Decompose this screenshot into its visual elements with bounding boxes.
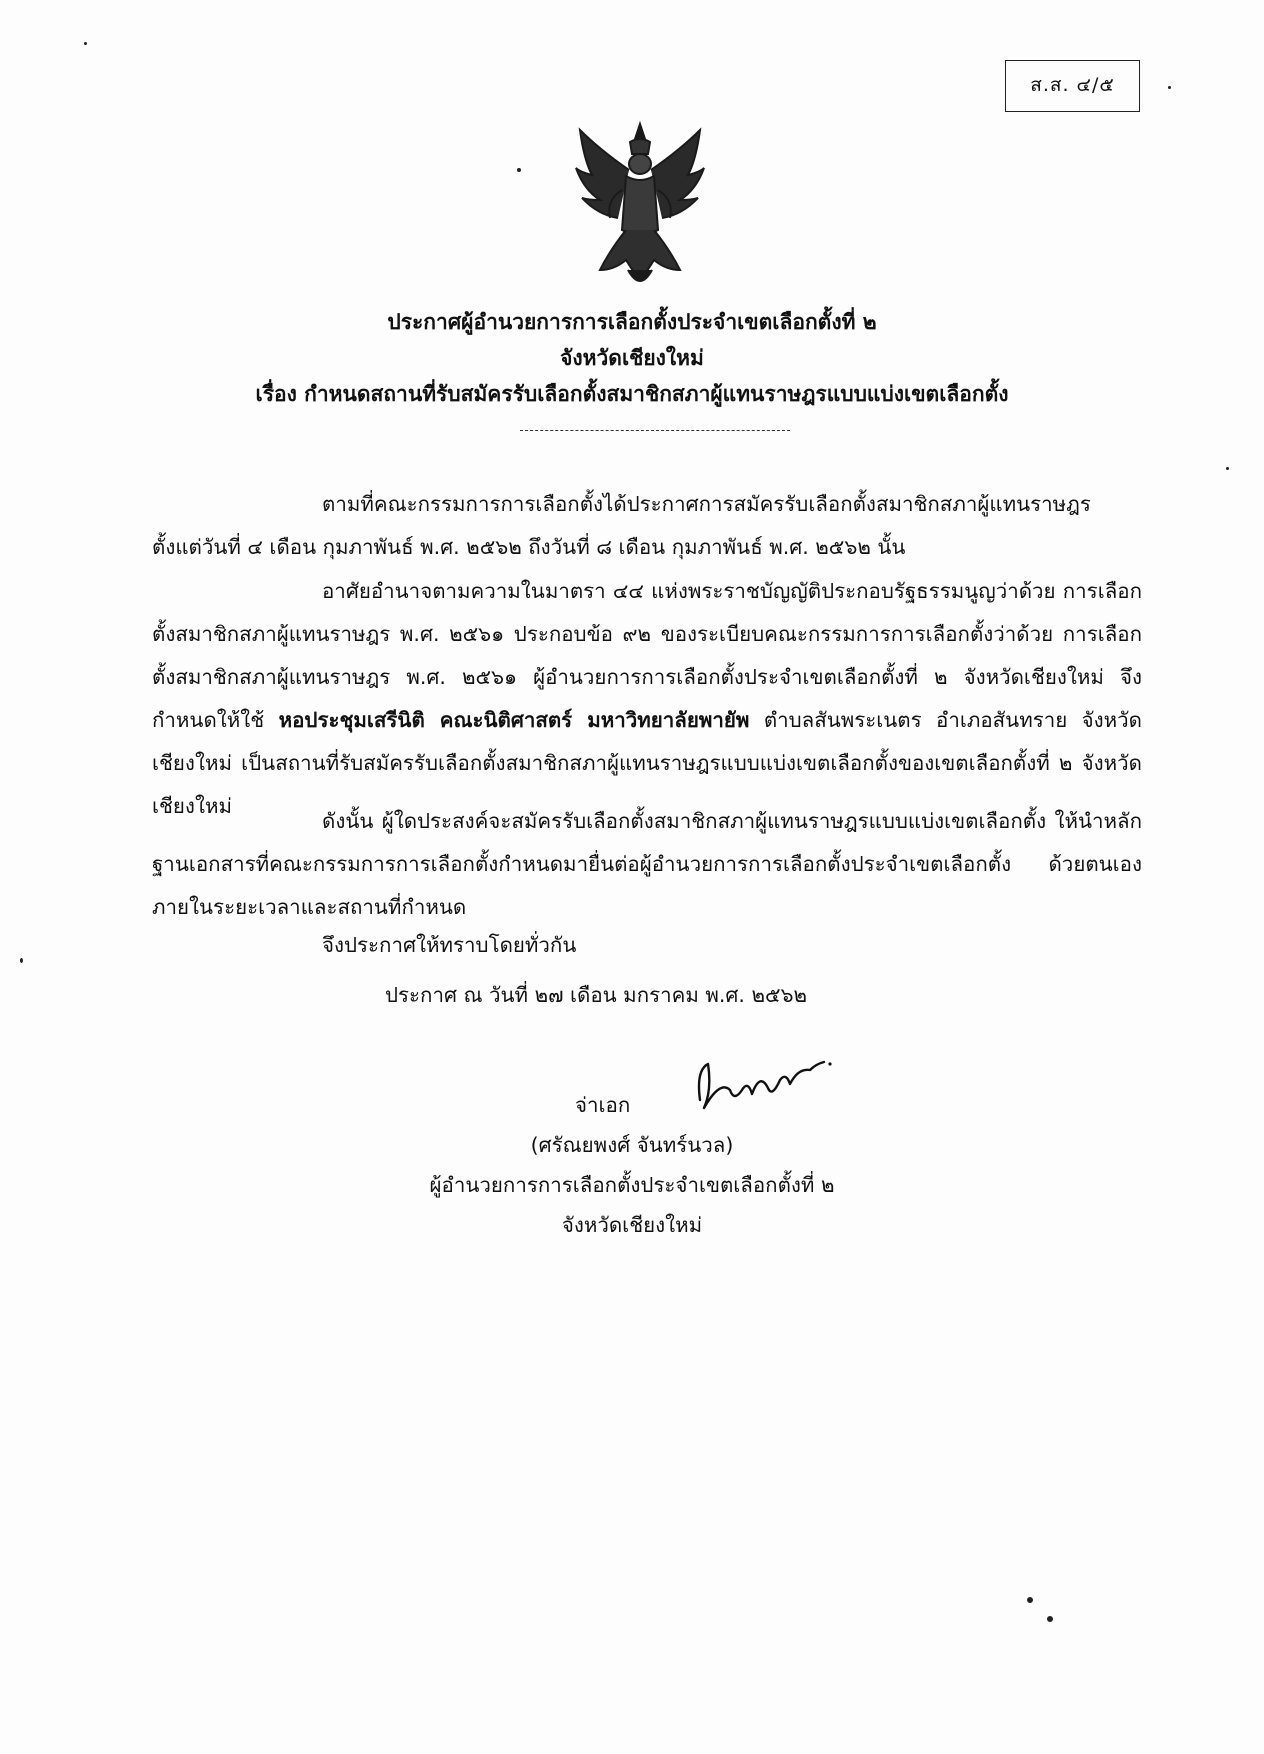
paragraph-2-text-a: อาศัยอำนาจตามความในมาตรา ๔๔ แห่งพระราชบัญญัติประกอบรัฐธรรมนูญว่าด้วย การเลือกตั้งสมาชิกสภาผู้แทนราษฎร พ.ศ. ๒๕๖๑ ประกอบข้อ ๙๒ ของระเบียบคณะกรรมการการเลือกตั้งว่าด้วย การเลือกตั้งสมาชิกสภาผู้แทนราษฎร พ.ศ. ๒๕๖๑ ผู้อำนวยการการเลือกตั้งประจำเขตเลือกตั้งที่ ๒ จังหวัดเชียงใหม่ จึงกำหนดให้ใช้ <box>152 579 1142 732</box>
paragraph-2 <box>152 570 1142 828</box>
signatory-province: จังหวัดเชียงใหม่ <box>561 1213 703 1237</box>
signatory-name: (ศรัณยพงศ์ จันทร์นวล) <box>530 1133 734 1157</box>
venue-name: หอประชุมเสรีนิติ คณะนิติศาสตร์ มหาวิทยาลัยพายัพ <box>278 708 750 732</box>
scan-speck <box>1168 86 1171 89</box>
form-code-box: ส.ส. ๔/๕ <box>1005 60 1140 112</box>
paragraph-3-text: ดังนั้น ผู้ใดประสงค์จะสมัครรับเลือกตั้งสมาชิกสภาผู้แทนราษฎรแบบแบ่งเขตเลือกตั้ง ให้นำหลักฐานเอกสารที่คณะกรรมการการเลือกตั้งกำหนดมายื่นต่อผู้อำนวยการการเลือกตั้งประจำเขตเลือกตั้ง ด้วยตนเองภายในระยะเวลาและสถานที่กำหนด <box>152 809 1142 919</box>
handwritten-signature <box>690 1050 840 1120</box>
heading-line-2: จังหวัดเชียงใหม่ <box>560 346 704 370</box>
scan-speck <box>84 42 87 45</box>
paragraph-3 <box>152 800 1142 929</box>
scan-speck <box>1047 1616 1053 1622</box>
garuda-emblem-icon <box>570 120 710 295</box>
scan-speck <box>1027 1597 1033 1603</box>
announcement-date: ประกาศ ณ วันที่ ๒๗ เดือน มกราคม พ.ศ. ๒๕๖๒ <box>385 983 808 1007</box>
heading-line-1: ประกาศผู้อำนวยการการเลือกตั้งประจำเขตเลือกตั้งที่ ๒ <box>387 310 877 334</box>
signatory-rank: จ่าเอก <box>575 1093 631 1117</box>
paragraph-2-text-b: ตำบลสันพระเนตร อำเภอสันทราย จังหวัดเชียงใหม่ เป็นสถานที่รับสมัครรับเลือกตั้งสมาชิกสภาผู้แทนราษฎรแบบแบ่งเขตเลือกตั้งของเขตเลือกตั้งที่ ๒ จังหวัดเชียงใหม่ <box>152 708 1142 818</box>
scan-speck <box>517 168 521 172</box>
paragraph-1 <box>152 483 1142 569</box>
paragraph-1-text: ตามที่คณะกรรมการการเลือกตั้งได้ประกาศการสมัครรับเลือกตั้งสมาชิกสภาผู้แทนราษฎร ตั้งแต่วันที่ ๔ เดือน กุมภาพันธ์ พ.ศ. ๒๕๖๒ ถึงวันที่ ๘ เดือน กุมภาพันธ์ พ.ศ. ๒๕๖๒ นั้น <box>152 492 1091 559</box>
scan-speck <box>1226 467 1229 470</box>
scan-speck <box>20 958 23 963</box>
heading-line-3: เรื่อง กำหนดสถานที่รับสมัครรับเลือกตั้งสมาชิกสภาผู้แทนราษฎรแบบแบ่งเขตเลือกตั้ง <box>255 382 1009 406</box>
closing-statement: จึงประกาศให้ทราบโดยทั่วกัน <box>322 933 577 957</box>
signatory-position: ผู้อำนวยการการเลือกตั้งประจำเขตเลือกตั้งที่ ๒ <box>429 1173 835 1197</box>
heading-divider <box>520 430 790 431</box>
